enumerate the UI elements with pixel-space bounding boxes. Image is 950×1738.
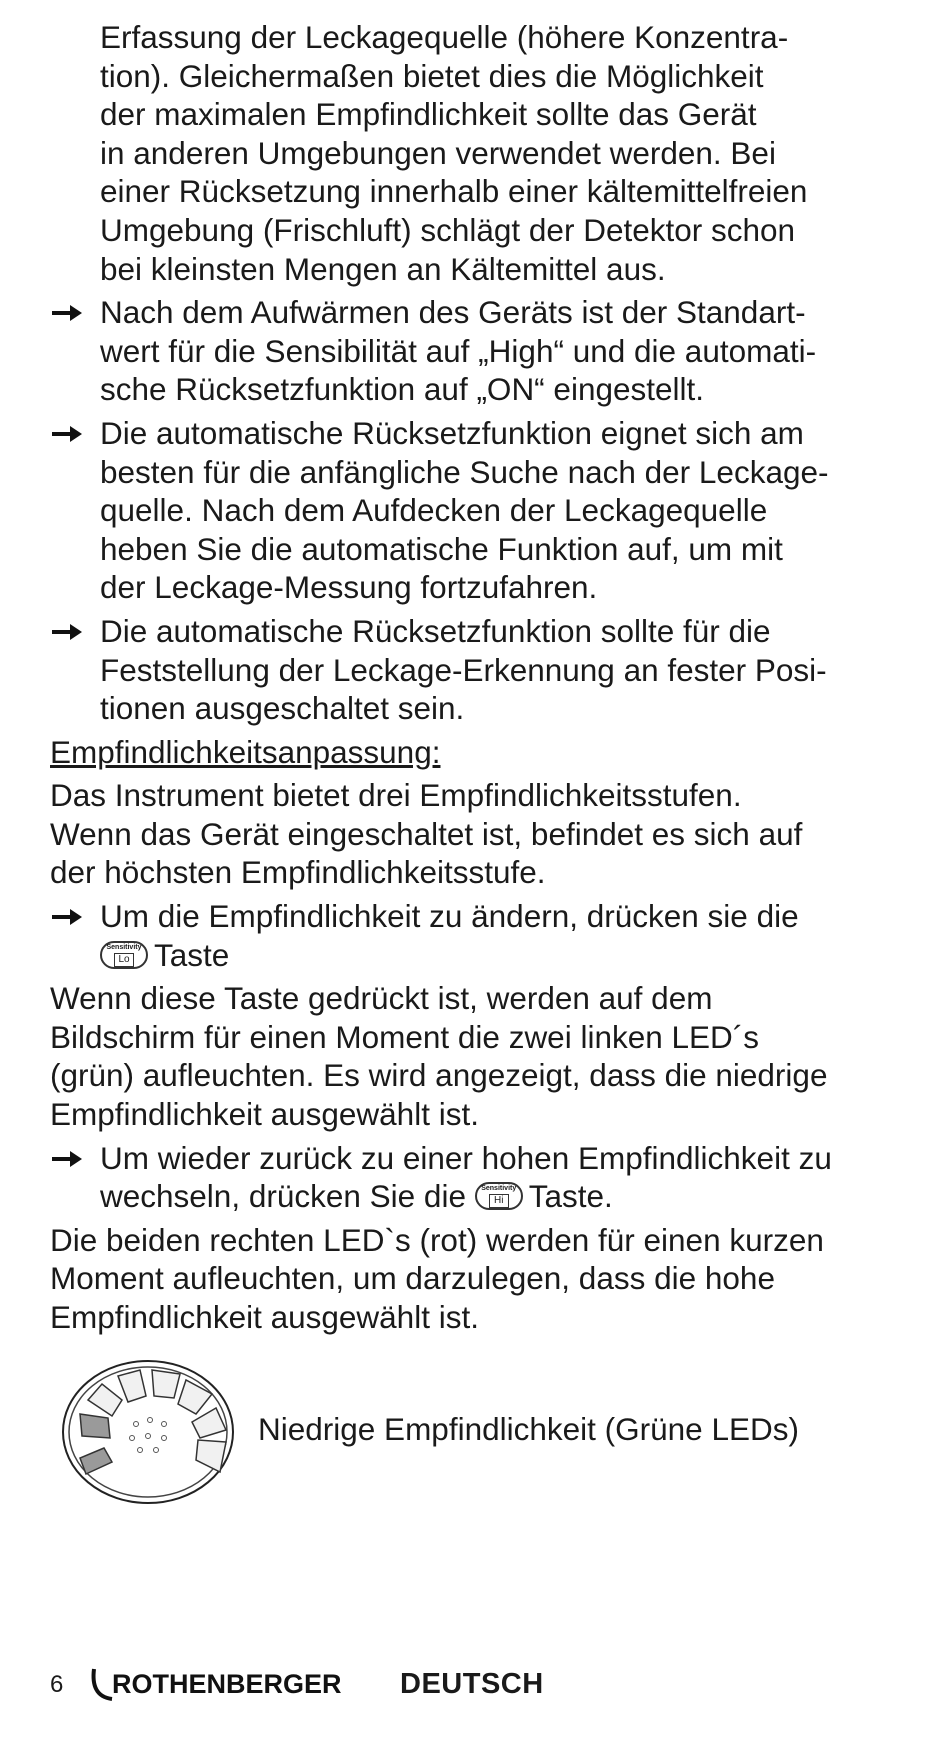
intro-line: bei kleinsten Mengen an Kältemittel aus. — [100, 250, 666, 287]
bullet-line — [100, 936, 910, 975]
brand-wordmark: ROTHENBERGER — [112, 1669, 342, 1699]
bullet-line: besten für die anfängliche Suche nach der Leckage- — [100, 453, 829, 490]
paragraph-line: Die beiden rechten LED`s (rot) werden für einen kurzen — [50, 1221, 824, 1258]
bullet-line: Um die Empfindlichkeit zu ändern, drücken sie die — [100, 898, 799, 935]
paragraph-sensitivity-levels — [50, 776, 910, 892]
rothenberger-logo — [90, 1665, 370, 1703]
paragraph-line: der höchsten Empfindlichkeitsstufe. — [50, 854, 546, 891]
bullet-line: Nach dem Aufwärmen des Geräts ist der Standart- — [100, 294, 806, 331]
arrow-right-icon — [50, 621, 84, 643]
paragraph-line: Empfindlichkeit ausgewählt ist. — [50, 1299, 479, 1335]
bullet-auto-reset-off — [50, 612, 910, 728]
paragraph-line: Wenn das Gerät eingeschaltet ist, befindet es sich auf — [50, 815, 803, 852]
key-caption: Sensitivity — [481, 1185, 517, 1193]
key-label: Hi — [489, 1194, 509, 1208]
paragraph-line: (grün) aufleuchten. Es wird angezeigt, dass die niedrige — [50, 1057, 828, 1094]
page-footer — [50, 1665, 750, 1705]
intro-line: einer Rücksetzung innerhalb einer kältemittelfreien — [100, 173, 808, 210]
bullet-sensitivity-lo — [50, 897, 910, 974]
bullet-line: heben Sie die automatische Funktion auf, um mit — [100, 530, 783, 567]
bullet-sensitivity-hi — [50, 1139, 910, 1216]
intro-paragraph — [50, 18, 910, 288]
bullet-line: Die automatische Rücksetzfunktion sollte für die — [100, 612, 771, 649]
language-label: DEUTSCH — [400, 1668, 544, 1700]
led-ring-illustration — [60, 1358, 236, 1508]
intro-line: der maximalen Empfindlichkeit sollte das Gerät — [100, 96, 757, 133]
intro-line: Erfassung der Leckagequelle (höhere Konzentra- — [100, 19, 789, 55]
figure-caption: Niedrige Empfindlichkeit (Grüne LEDs) — [258, 1411, 799, 1447]
sensitivity-lo-key-icon — [100, 941, 148, 969]
sensitivity-hi-key-icon — [475, 1182, 523, 1210]
bullet-line: Die automatische Rücksetzfunktion eignet sich am — [100, 414, 804, 451]
paragraph-line: Empfindlichkeit ausgewählt ist. — [50, 1096, 479, 1133]
bullet-line — [100, 1177, 910, 1216]
bullet-line: tionen ausgeschaltet sein. — [100, 690, 465, 727]
key-suffix-text: Taste — [154, 936, 230, 973]
paragraph-line: Bildschirm für einen Moment die zwei linken LED´s — [50, 1018, 760, 1055]
bullet-line: Feststellung der Leckage-Erkennung an fester Posi- — [100, 651, 827, 688]
bullet-line: quelle. Nach dem Aufdecken der Leckagequelle — [100, 492, 768, 529]
section-heading: Empfindlichkeitsanpassung: — [50, 733, 441, 770]
bullet-line: der Leckage-Messung fortzufahren. — [100, 569, 598, 606]
bullet-line: wert für die Sensibilität auf „High“ und die automati- — [100, 332, 817, 369]
intro-line: in anderen Umgebungen verwendet werden. Bei — [100, 134, 776, 171]
manual-page-content — [50, 18, 910, 1337]
paragraph-line: Das Instrument bietet drei Empfindlichkeitsstufen. — [50, 777, 742, 814]
key-label: Lo — [114, 953, 134, 967]
arrow-right-icon — [50, 1148, 84, 1170]
intro-line: Umgebung (Frischluft) schlägt der Detektor schon — [100, 211, 796, 248]
led-display-figure — [60, 1358, 860, 1508]
bullet-auto-reset-search — [50, 414, 910, 607]
paragraph-low-sensitivity — [50, 979, 910, 1133]
key-prefix-text: wechseln, drücken Sie die — [100, 1178, 466, 1215]
arrow-right-icon — [50, 906, 84, 928]
bullet-line: sche Rücksetzfunktion auf „ON“ eingestellt. — [100, 371, 705, 408]
paragraph-high-sensitivity — [50, 1221, 910, 1337]
arrow-right-icon — [50, 423, 84, 445]
arrow-right-icon — [50, 302, 84, 324]
bullet-line: Um wieder zurück zu einer hohen Empfindlichkeit zu — [100, 1139, 832, 1176]
bullet-default-settings — [50, 293, 910, 409]
paragraph-line: Wenn diese Taste gedrückt ist, werden auf dem — [50, 980, 713, 1017]
page-number: 6 — [50, 1671, 64, 1698]
key-suffix-text: Taste. — [528, 1178, 613, 1215]
intro-line: tion). Gleichermaßen bietet dies die Möglichkeit — [100, 57, 764, 94]
paragraph-line: Moment aufleuchten, um darzulegen, dass die hohe — [50, 1260, 775, 1297]
key-caption: Sensitivity — [106, 943, 142, 951]
